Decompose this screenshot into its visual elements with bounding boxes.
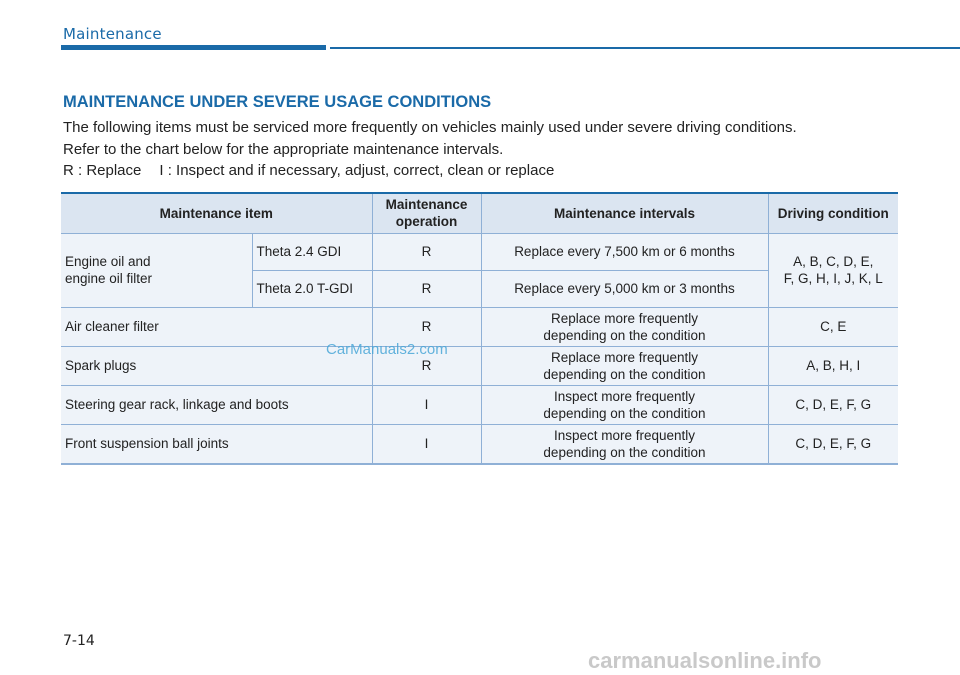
watermark-link[interactable]: CarManuals2.com: [326, 341, 448, 358]
legend-inspect: I : Inspect and if necessary, adjust, correct, clean or replace: [159, 162, 555, 179]
interval-cell: Replace every 5,000 km or 3 months: [481, 270, 768, 307]
table-header-row: [61, 193, 898, 233]
page-number: 7-14: [63, 633, 95, 649]
legend-line: [63, 162, 554, 179]
footer-watermark: carmanualsonline.info: [588, 648, 822, 673]
engine-variant: Theta 2.4 GDI: [252, 233, 372, 270]
operation-cell: I: [372, 424, 481, 464]
item-engine-oil: Engine oil and engine oil filter: [61, 233, 252, 307]
intro-text: The following items must be serviced more frequently on vehicles mainly used under severe driving conditions.: [63, 119, 797, 136]
operation-cell: I: [372, 385, 481, 424]
table-row: [61, 346, 898, 385]
interval-cell: Inspect more frequently depending on the condition: [481, 424, 768, 464]
interval-cell: Replace more frequently depending on the condition: [481, 307, 768, 346]
item-cell: Front suspension ball joints: [61, 424, 372, 464]
header-maintenance-item: Maintenance item: [61, 193, 372, 233]
table-row: [61, 233, 898, 270]
section-label: Maintenance: [63, 25, 162, 43]
interval-cell: Inspect more frequently depending on the condition: [481, 385, 768, 424]
operation-cell: R: [372, 307, 481, 346]
maintenance-table: [61, 192, 898, 465]
header-maintenance-operation: Maintenance operation: [372, 193, 481, 233]
item-cell: Air cleaner filter: [61, 307, 372, 346]
engine-variant: Theta 2.0 T-GDI: [252, 270, 372, 307]
condition-cell: C, E: [768, 307, 898, 346]
item-cell: Spark plugs: [61, 346, 372, 385]
operation-cell: R: [372, 233, 481, 270]
condition-cell: A, B, H, I: [768, 346, 898, 385]
operation-cell: R: [372, 270, 481, 307]
condition-cell: C, D, E, F, G: [768, 385, 898, 424]
condition-cell: A, B, C, D, E, F, G, H, I, J, K, L: [768, 233, 898, 307]
header-rule: [330, 47, 960, 49]
interval-cell: Replace every 7,500 km or 6 months: [481, 233, 768, 270]
page-title: MAINTENANCE UNDER SEVERE USAGE CONDITIONS: [63, 93, 492, 111]
interval-cell: Replace more frequently depending on the condition: [481, 346, 768, 385]
item-cell: Steering gear rack, linkage and boots: [61, 385, 372, 424]
table-row: [61, 424, 898, 464]
condition-cell: C, D, E, F, G: [768, 424, 898, 464]
legend-replace: R : Replace: [63, 162, 142, 179]
header-driving-condition: Driving condition: [768, 193, 898, 233]
operation-cell: R: [372, 346, 481, 385]
header-maintenance-intervals: Maintenance intervals: [481, 193, 768, 233]
table-row: [61, 385, 898, 424]
intro-text-chart-ref: Refer to the chart below for the appropriate maintenance intervals.: [63, 141, 504, 158]
table-row: [61, 307, 898, 346]
header-rule-accent: [61, 45, 326, 50]
